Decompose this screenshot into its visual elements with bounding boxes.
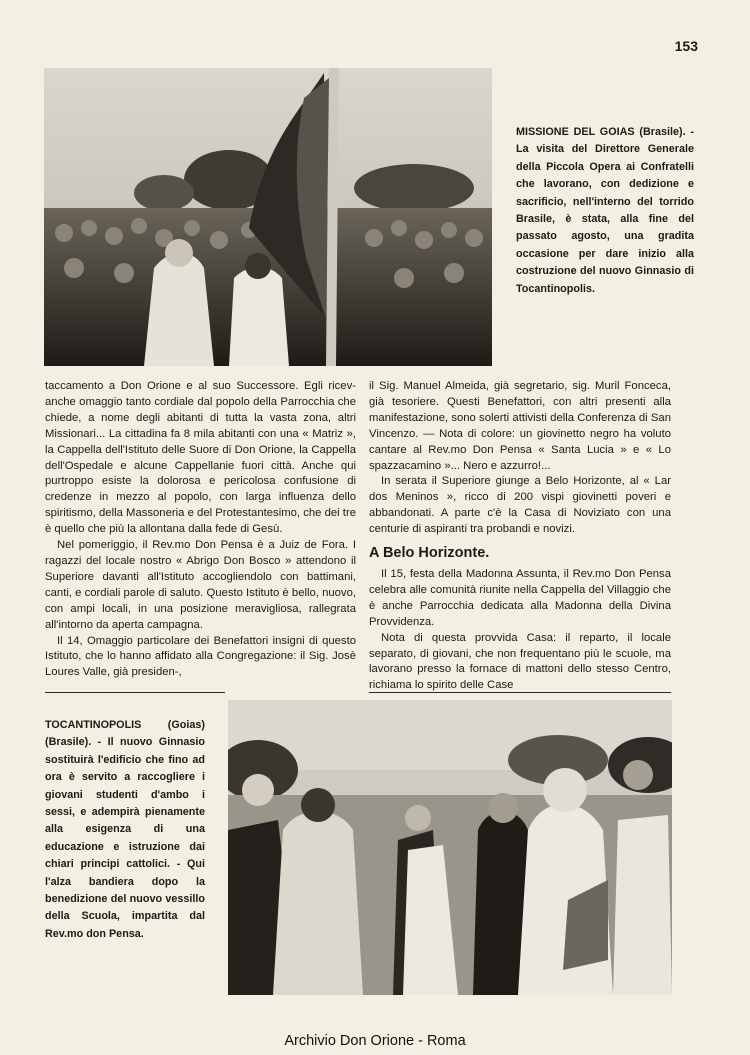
page-number: 153 <box>674 38 698 54</box>
left-text-column <box>45 379 356 681</box>
divider-rule <box>45 692 225 693</box>
flag-ceremony-image <box>44 68 492 366</box>
group-image <box>228 700 672 995</box>
paragraph: il Sig. Manuel Almeida, già segretario, sig. Muril Fonceca, già tesoriere. Questi Benefattori, con altri presenti alla manifestazione, sono solerti attivisti della Conferenza di San Vincenzo. — Nota di colore: un giovinetto negro ha voluto cantare al Rev.mo Don Pensa « Santa Lucia » e « Lo spazzacamino »... Nero e azzurro!... <box>369 380 671 472</box>
divider-rule <box>369 692 671 693</box>
caption-tocantinopolis: TOCANTINOPOLIS (Goias) (Brasile). - Il nuovo Ginnasio sostituirà l'edificio che fino ad ora è servito a raccogliere i giovani studenti d'ambo i sessi, e adempirà pienamente alla esigenza di una educazione e istruzione dai chiari principi cattolici. - Qui l'alza bandiera dopo la benedizione del nuovo vessillo della Scuola, impartita dal Rev.mo don Pensa. <box>45 719 205 940</box>
archive-footer: Archivio Don Orione - Roma <box>284 1033 466 1049</box>
paragraph: Nel pomeriggio, il Rev.mo Don Pensa è a Juiz de Fora. I ragazzi del locale nostro « Abrigo Don Bosco » attendono il Superiore davanti all'Istituto accogliendolo con battimani, canti, e cordiali parole di saluto. Questo Istituto è bello, nuovo, con ampi locali, in una posizione meravigliosa, rallegrata all'intorno da aperta campagna. <box>45 539 356 631</box>
paragraph: Il 14, Omaggio particolare dei Benefattori insigni di questo Istituto, che lo hanno affidato alla Congregazione: il Sig. Josè Loures Valle, già presiden-, <box>45 634 356 679</box>
section-heading-belo-horizonte: A Belo Horizonte. <box>369 545 490 562</box>
paragraph: Nota di questa provvida Casa: il reparto, il locale separato, di giovani, che non frequentano più le scuole, ma lavorano presso la fornace di mattoni dello stesso Centro, richiama lo spirito delle Case <box>369 631 671 692</box>
caption-missione-del-goias: MISSIONE DEL GOIAS (Brasile). - La visita del Direttore Generale della Piccola Opera ai Confratelli che lavorano, con dedizione e sacrificio, nell'interno del torrido Brasile, è stata, alla fine del passato agosto, una gradita occasione per dare inizio alla costruzione del nuovo Ginnasio di Tocantinopolis. <box>516 126 694 295</box>
group-photo <box>228 700 672 995</box>
flag-ceremony-photo <box>44 68 492 366</box>
paragraph: Il 15, festa della Madonna Assunta, il Rev.mo Don Pensa celebra alle comunità riunite nella Cappella del Villaggio che è anche Parrocchia dedicata alla Madonna della Divina Provvidenza. <box>369 567 671 628</box>
paragraph: taccamento a Don Orione e al suo Successore. Egli ricev- anche omaggio tanto cordiale dal popolo della Parrocchia che chiede, a nome degli abitanti di tutta la vasta zona, altri Missionari... La cittadina fa 8 mila abitanti con una « Matriz », la Cappella dell'Istituto delle Suore di Don Orione, la Cappella dell'Ospedale e alcune Cappellanie fuori città. Anche qui purtroppo esiste la dolorosa e pericolosa confusione di credenze in mezzo al popolo, con larga influenza dello spiritismo, della Massoneria e del Protestantesimo, che dei tre è quello che più la allontana dalla fede di Gesù. <box>45 380 356 536</box>
right-text-column <box>369 379 671 694</box>
paragraph: In serata il Superiore giunge a Belo Horizonte, al « Lar dos Meninos », ricco di 200 vispi giovinetti poveri e abbandonati. A parte c'è la Casa di Noviziato con una centurie di aspiranti tra probandi e novizi. <box>369 475 671 536</box>
